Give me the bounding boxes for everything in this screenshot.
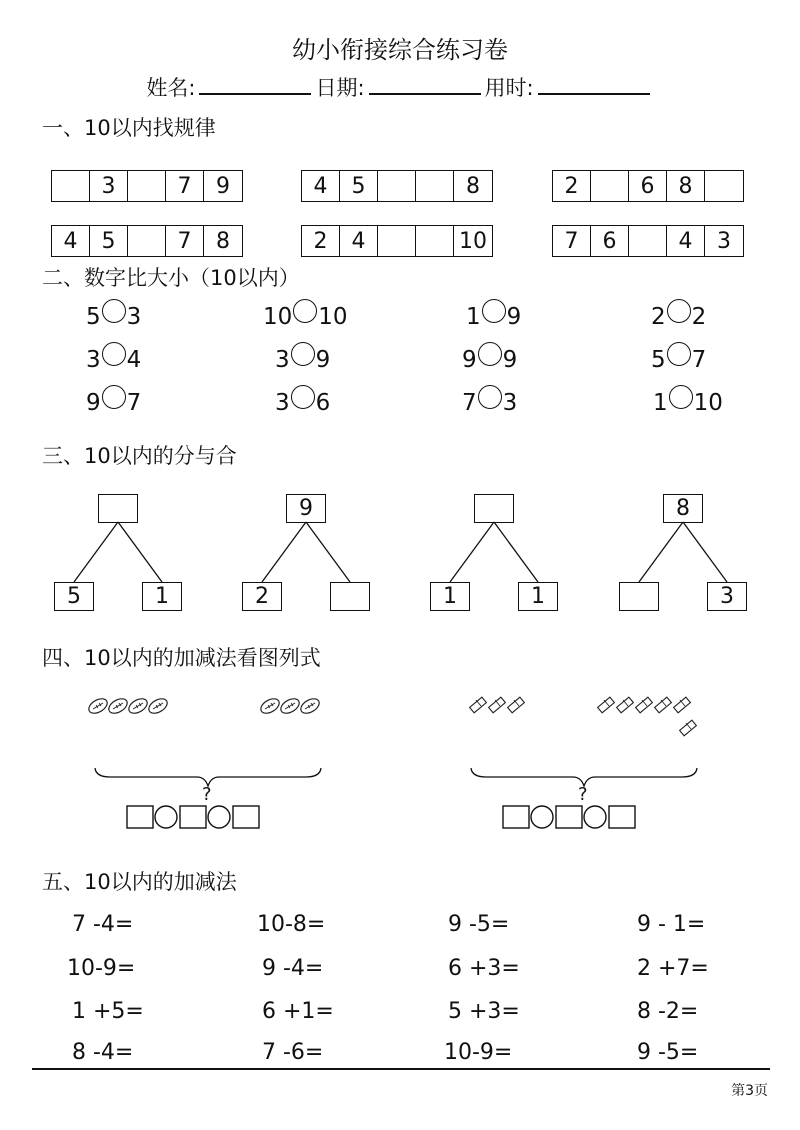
compare-left: 5: [651, 347, 666, 373]
tree-top-box[interactable]: 8: [663, 494, 703, 523]
pattern-cell[interactable]: 7: [166, 171, 204, 201]
equation: 6 +3=: [448, 956, 520, 981]
page-title: 幼小衔接综合练习卷: [292, 36, 508, 64]
compare-left: 9: [462, 347, 477, 373]
compare-left: 10: [263, 304, 293, 330]
compare-left: 7: [462, 390, 477, 416]
compare-right: 4: [126, 347, 142, 373]
tree-right-box[interactable]: 1: [142, 582, 182, 611]
question-mark: ?: [578, 784, 588, 805]
pattern-cell[interactable]: 3: [717, 229, 731, 254]
pattern-cell[interactable]: 4: [340, 226, 378, 256]
compare-right: 6: [315, 390, 331, 416]
section-3-heading: 三、10以内的分与合: [42, 444, 237, 468]
eraser-icon: [598, 697, 697, 736]
tree-right-box[interactable]: 3: [707, 582, 747, 611]
compare-left: 2: [651, 304, 666, 330]
eraser-icon: [470, 697, 525, 713]
equation: 10-9=: [67, 956, 136, 981]
compare-left: 3: [86, 347, 101, 373]
compare-right: 9: [315, 347, 331, 373]
tree-left-box[interactable]: 5: [54, 582, 94, 611]
section-4-heading: 四、10以内的加减法看图列式: [42, 646, 321, 670]
compare-left: 1: [466, 304, 481, 330]
name-label: 姓名:: [146, 76, 196, 100]
equation: 7 -4=: [72, 912, 134, 937]
equation: 9 - 1=: [637, 912, 706, 937]
equation: 2 +7=: [637, 956, 709, 981]
pattern-cell[interactable]: 8: [667, 171, 705, 201]
pattern-cell[interactable]: 8: [216, 229, 230, 254]
equation: 1 +5=: [72, 999, 144, 1024]
pattern-cell[interactable]: 9: [216, 174, 230, 199]
rugby-ball-icon: [86, 696, 169, 716]
pattern-cell[interactable]: 5: [90, 226, 128, 256]
tree-left-box[interactable]: 1: [430, 582, 470, 611]
equation: 6 +1=: [262, 999, 334, 1024]
section-2-heading: 二、数字比大小（10以内）: [42, 266, 300, 290]
compare-left: 3: [275, 390, 290, 416]
equation: 10-8=: [257, 912, 326, 937]
section-5-heading: 五、10以内的加减法: [42, 870, 237, 894]
compare-left: 3: [275, 347, 290, 373]
time-label: 用时:: [484, 76, 534, 100]
compare-right: 10: [693, 390, 723, 416]
page-number: 第3页: [731, 1083, 768, 1099]
rugby-ball-icon: [258, 696, 321, 716]
compare-left: 9: [86, 390, 101, 416]
pattern-cell[interactable]: 4: [52, 226, 90, 256]
pattern-cell[interactable]: 10: [459, 229, 487, 254]
section-1-heading: 一、10以内找规律: [42, 116, 216, 140]
pattern-cell[interactable]: 7: [166, 226, 204, 256]
equation: 9 -4=: [262, 956, 324, 981]
compare-right: 7: [126, 390, 142, 416]
question-mark: ?: [202, 784, 212, 805]
compare-left: 1: [653, 390, 668, 416]
pattern-cell[interactable]: 4: [302, 171, 340, 201]
pattern-cell[interactable]: 4: [667, 226, 705, 256]
equation: 7 -6=: [262, 1040, 324, 1065]
equation: 9 -5=: [637, 1040, 699, 1065]
equation: 5 +3=: [448, 999, 520, 1024]
equation-template-left: [127, 806, 259, 828]
compare-right: 9: [502, 347, 518, 373]
pattern-cell[interactable]: 5: [340, 171, 378, 201]
pattern-cell[interactable]: 8: [466, 174, 480, 199]
pattern-cell[interactable]: 3: [90, 171, 128, 201]
compare-right: 2: [691, 304, 707, 330]
equation-template-right: [503, 806, 635, 828]
equation: 8 -4=: [72, 1040, 134, 1065]
tree-right-box[interactable]: 1: [518, 582, 558, 611]
pattern-cell[interactable]: 2: [302, 226, 340, 256]
footer-divider: [32, 1068, 770, 1070]
pattern-cell[interactable]: 7: [553, 226, 591, 256]
pattern-cell[interactable]: 6: [591, 226, 629, 256]
pattern-cell[interactable]: 6: [629, 171, 667, 201]
compare-right: 3: [502, 390, 518, 416]
equation: 8 -2=: [637, 999, 699, 1024]
pattern-cell[interactable]: 2: [553, 171, 591, 201]
date-label: 日期:: [315, 76, 365, 100]
tree-top-box[interactable]: 9: [286, 494, 326, 523]
equation: 9 -5=: [448, 912, 510, 937]
compare-left: 5: [86, 304, 101, 330]
compare-right: 9: [506, 304, 522, 330]
compare-right: 3: [126, 304, 142, 330]
equation: 10-9=: [444, 1040, 513, 1065]
compare-right: 7: [691, 347, 707, 373]
compare-right: 10: [318, 304, 348, 330]
tree-left-box[interactable]: 2: [242, 582, 282, 611]
